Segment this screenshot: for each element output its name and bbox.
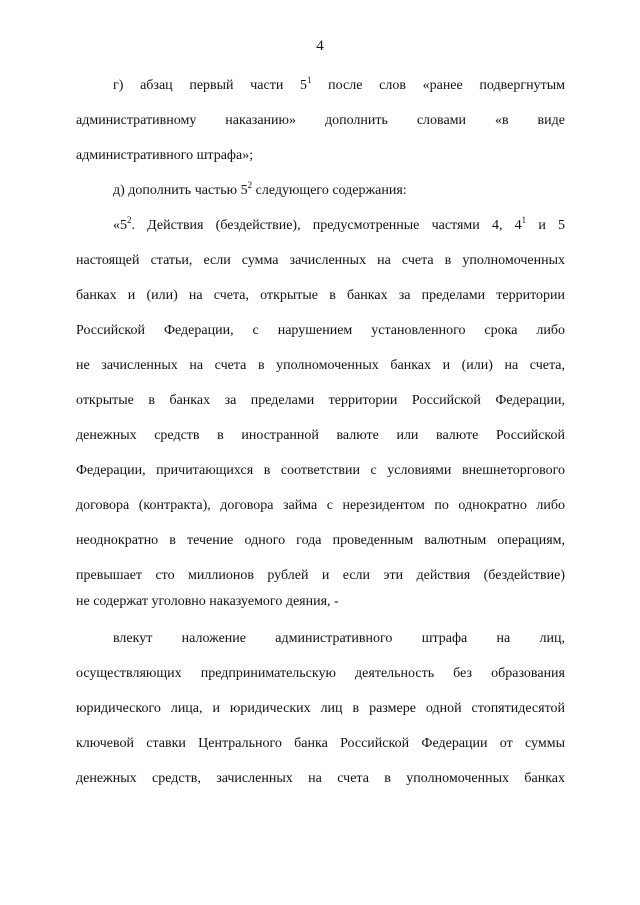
superscript: 2 [247,180,253,190]
superscript: 1 [521,215,527,225]
page-number: 4 [316,38,324,54]
paragraph-line: влекут наложение административного штрафа на лиц, [113,631,565,646]
paragraph-line: административному наказанию» дополнить словами «в виде [76,113,565,128]
paragraph-line: денежных средств в иностранной валюте или валюте Российской [76,428,565,443]
superscript: 2 [127,215,132,225]
paragraph-line: денежных средств, зачисленных на счета в уполномоченных банках [76,771,565,786]
paragraph-line: Российской Федерации, с нарушением установленного срока либо [76,323,565,338]
paragraph-line: осуществляющих предпринимательскую деятельность без образования [76,666,565,681]
paragraph-line [113,217,565,235]
paragraph-line: настоящей статьи, если сумма зачисленных на счета в уполномоченных [76,253,565,268]
paragraph-line: юридического лица, и юридических лиц в размере одной стопятидесятой [76,701,565,716]
paragraph-line: банках и (или) на счета, открытые в банках за пределами территории [76,288,565,303]
paragraph-line: ключевой ставки Центрального банка Российской Федерации от суммы [76,736,565,751]
line-text: «5 [113,218,127,233]
line-text: г) абзац первый части 5 [113,78,307,93]
paragraph-line: неоднократно в течение одного года проведенным валютным операциям, [76,533,565,548]
superscript: 1 [307,75,312,85]
paragraph-line: не содержат уголовно наказуемого деяния, - [76,594,339,609]
line-text: следующего содержания: [252,183,407,198]
paragraph-line: открытые в банках за пределами территории Российской Федерации, [76,393,565,408]
paragraph-line: договора (контракта), договора займа с нерезидентом по однократно либо [76,498,565,513]
paragraph-line [113,182,565,200]
paragraph-line: административного штрафа»; [76,148,254,163]
line-text: и 5 [526,218,565,233]
paragraph-line: не зачисленных на счета в уполномоченных банках и (или) на счета, [76,358,565,373]
line-text: д) дополнить частью 5 [113,183,248,198]
line-text: . Действия (бездействие), предусмотренные частями 4, 4 [131,218,522,233]
paragraph-line: Федерации, причитающихся в соответствии с условиями внешнеторгового [76,463,565,478]
line-text: после слов «ранее подвергнутым [311,78,565,93]
paragraph-line: превышает сто миллионов рублей и если эти действия (бездействие) [76,568,565,583]
paragraph-line [113,77,565,95]
